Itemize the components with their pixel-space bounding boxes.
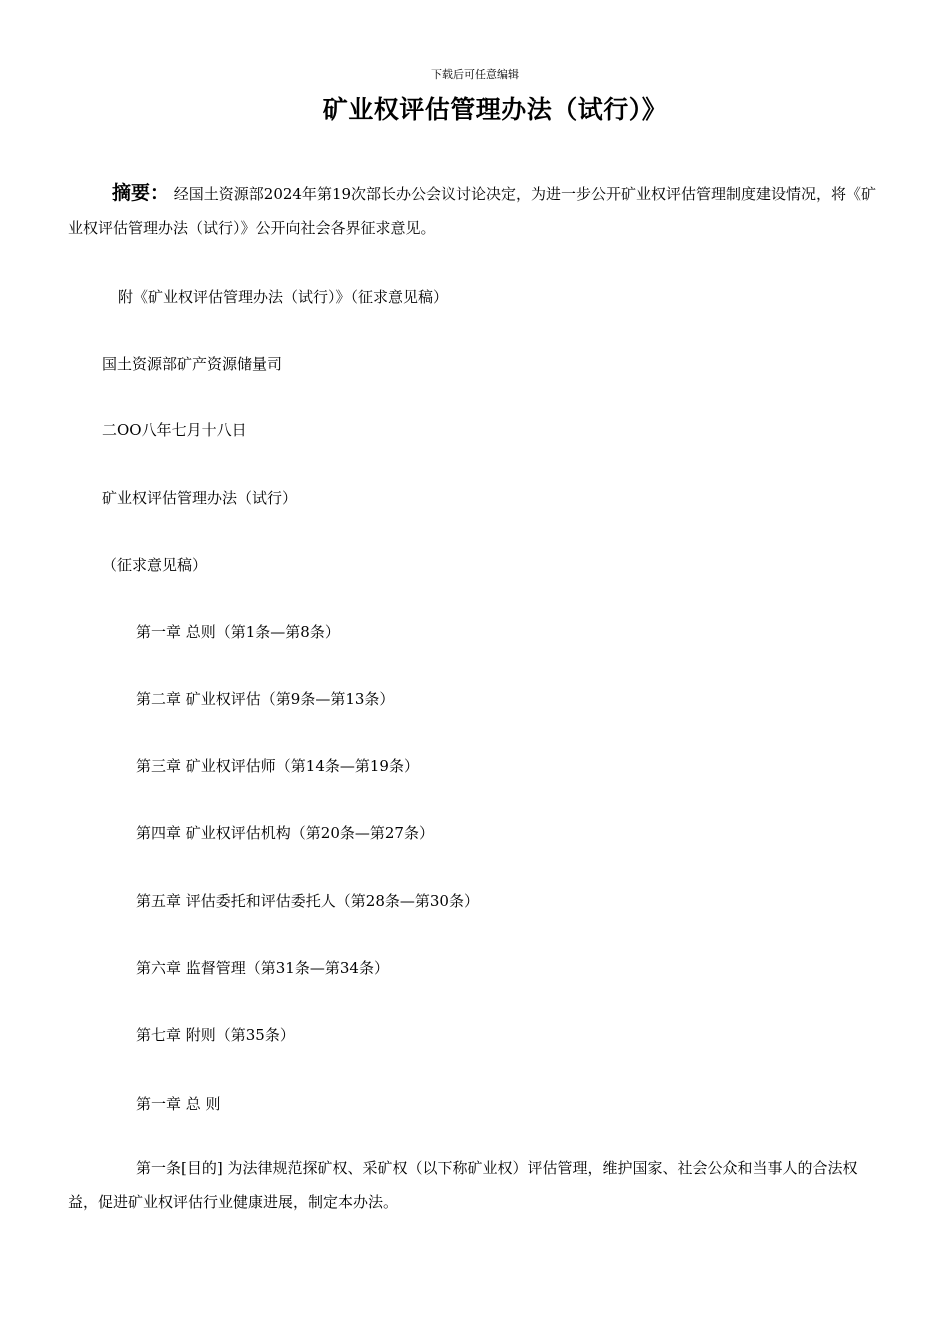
article-one-text: 第一条[目的] 为法律规范探矿权、采矿权（以下称矿业权）评估管理，维护国家、社会公众和当事人的合法权益，促进矿业权评估行业健康进展，制定本办法。 (68, 1159, 858, 1211)
attachment-line: 附《矿业权评估管理办法（试行）》（征求意见稿） (118, 288, 449, 306)
date-line: 二OO八年七月十八日 (102, 421, 247, 439)
toc-item: 第七章 附则（第35条） (136, 1026, 295, 1044)
document-title: 矿业权评估管理办法（试行）》 (322, 95, 668, 124)
draft-note-line: （征求意见稿） (102, 556, 208, 574)
subtitle-line: 矿业权评估管理办法（试行） (102, 489, 298, 507)
toc-item: 第六章 监督管理（第31条—第34条） (136, 959, 389, 977)
toc-item: 第四章 矿业权评估机构（第20条—第27条） (136, 824, 434, 842)
chapter-heading: 第一章 总 则 (136, 1095, 221, 1113)
toc-item: 第三章 矿业权评估师（第14条—第19条） (136, 757, 419, 775)
toc-item: 第一章 总则（第1条—第8条） (136, 623, 340, 641)
header-note: 下载后可任意编辑 (431, 68, 519, 81)
abstract-text: 经国土资源部2024年第19次部长办公会议讨论决定，为进一步公开矿业权评估管理制度建设情况，将《矿业权评估管理办法（试行）》公开向社会各界征求意见。 (68, 185, 877, 237)
article-one-paragraph (68, 1151, 884, 1219)
abstract-label: 摘要： (112, 182, 170, 204)
toc-item: 第五章 评估委托和评估委托人（第28条—第30条） (136, 892, 479, 910)
abstract-paragraph (68, 176, 884, 245)
issuer-line: 国土资源部矿产资源储量司 (102, 355, 283, 373)
toc-item: 第二章 矿业权评估（第9条—第13条） (136, 690, 395, 708)
